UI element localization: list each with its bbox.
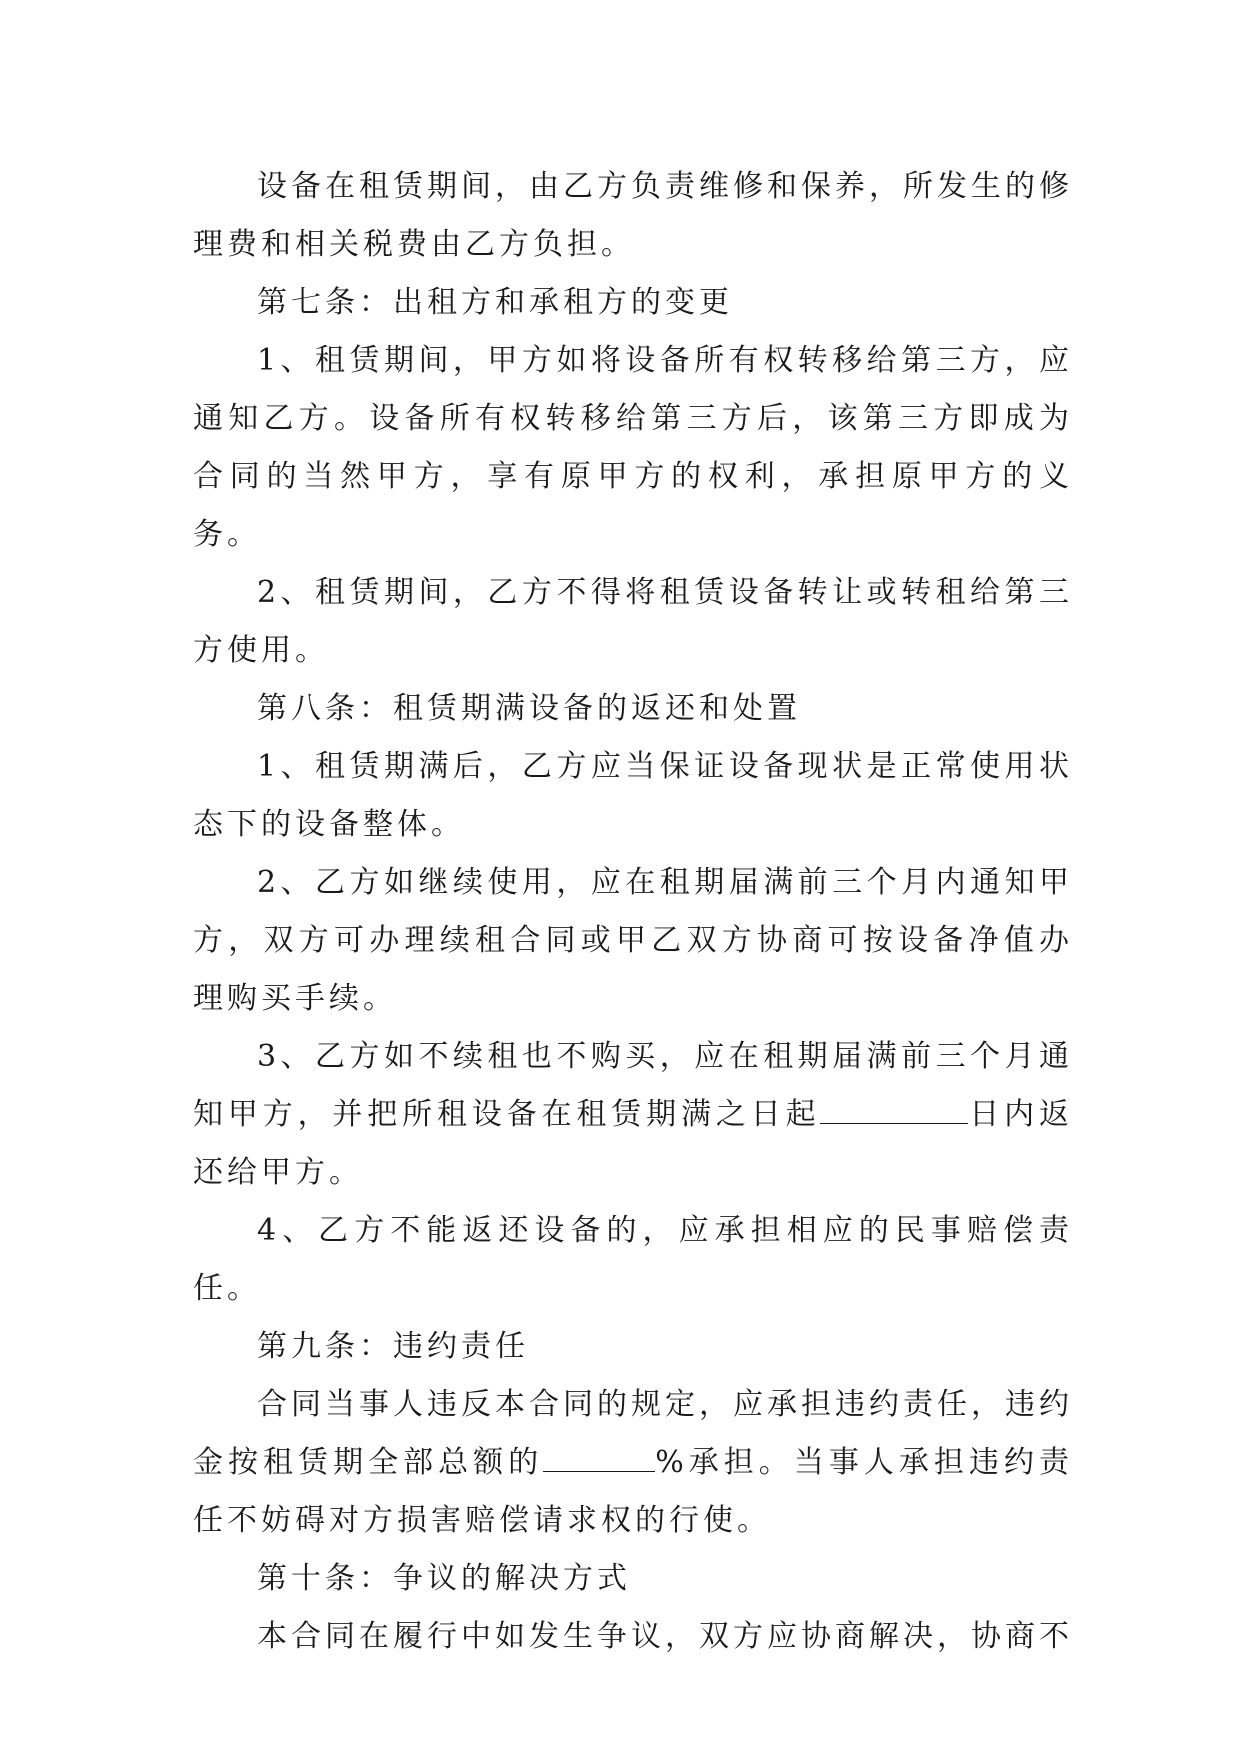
paragraph-7-2: 2、租赁期间，乙方不得将租赁设备转让或转租给第三方使用。 (193, 575, 1073, 668)
document-body (193, 158, 1073, 1666)
paragraph-8-2: 2、乙方如继续使用，应在租期届满前三个月内通知甲方，双方可办理续租合同或甲乙双方协商可按设备净值办理购买手续。 (193, 865, 1073, 1016)
paragraph-9-part-2: %承担。当事人承担违约责任不妨碍对方损害赔偿请求权的行使。 (193, 1445, 1073, 1538)
article-9-heading: 第九条：违约责任 (257, 1329, 529, 1364)
paragraph-8-3 (193, 1028, 1073, 1202)
paragraph-8-3-part-1: 3、乙方如不续租也不购买，应在租期届满前三个月通知甲方，并把所租设备在租赁期满之日起 (193, 1039, 1073, 1132)
paragraph-maintenance: 设备在租赁期间，由乙方负责维修和保养，所发生的修理费和相关税费由乙方负担。 (193, 169, 1073, 262)
article-10-heading: 第十条：争议的解决方式 (257, 1561, 631, 1596)
paragraph-8-1: 1、租赁期满后，乙方应当保证设备现状是正常使用状态下的设备整体。 (193, 749, 1073, 842)
blank-percent-line (543, 1441, 655, 1472)
paragraph-8-3-part-2: 日内返还给甲方。 (193, 1097, 1074, 1190)
article-8-heading: 第八条：租赁期满设备的返还和处置 (257, 691, 801, 726)
article-7-heading: 第七条：出租方和承租方的变更 (257, 285, 733, 320)
paragraph-7-1: 1、租赁期间，甲方如将设备所有权转移给第三方，应通知乙方。设备所有权转移给第三方后，该第三方即成为合同的当然甲方，享有原甲方的权利，承担原甲方的义务。 (193, 343, 1073, 552)
paragraph-10: 本合同在履行中如发生争议，双方应协商解决，协商不 (257, 1619, 1073, 1654)
paragraph-9-part-1: 合同当事人违反本合同的规定，应承担违约责任，违约金按租赁期全部总额的 (193, 1387, 1073, 1480)
paragraph-8-4: 4、乙方不能返还设备的，应承担相应的民事赔偿责任。 (193, 1213, 1073, 1306)
paragraph-9 (193, 1376, 1073, 1550)
blank-days-line (820, 1093, 968, 1124)
